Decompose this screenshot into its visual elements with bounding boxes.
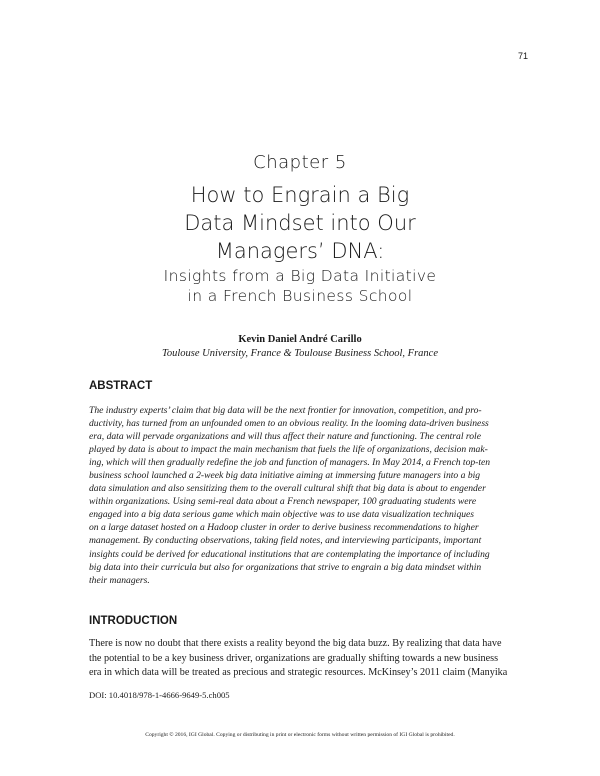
abstract-line: era, data will pervade organizations and will thus affect their nature and functioning. The central role [89,431,481,443]
subtitle-line: in a French Business School [187,287,413,305]
abstract-line: insights could be derived for educational institutions that are contemplating the importance of including [89,548,490,560]
abstract-line: data simulation and also sensitizing them to the overall cultural shift that big data is about to engender [89,483,486,495]
chapter-title [0,181,600,265]
introduction-heading: INTRODUCTION [89,615,178,627]
abstract-line: their managers. [89,574,150,586]
abstract-line: big data into their curricula but also for organizations that strive to engrain a big data mindset within [89,561,482,573]
subtitle-line: Insights from a Big Data Initiative [163,267,437,285]
abstract-body [89,404,529,587]
chapter-subtitle [0,266,600,306]
title-line: Managers’ DNA: [215,239,385,263]
title-line: Data Mindset into Our [184,211,416,235]
abstract-line: The industry experts’ claim that big data will be the next frontier for innovation, competition, and pro- [89,405,482,416]
introduction-body [89,637,529,681]
abstract-line: ductivity, has turned from an unfounded omen to an obvious reality. In the looming data-driven business [89,418,489,430]
abstract-line: management. By conducting observations, taking field notes, and interviewing participants, important [89,535,482,547]
title-line: How to Engrain a Big [190,183,410,207]
abstract-heading: ABSTRACT [89,380,153,392]
copyright-notice: Copyright © 2016, IGI Global. Copying or distributing in print or electronic forms without written permission of IGI Global is prohibited. [145,732,455,738]
doi-reference: DOI: 10.4018/978-1-4666-9649-5.ch005 [89,690,230,700]
abstract-line: played by data is about to impact the main mechanism that fuels the life of organizations, decision mak- [89,444,488,456]
author-name: Kevin Daniel André Carillo [238,334,362,345]
author-affiliation: Toulouse University, France & Toulouse Business School, France [162,348,438,359]
introduction-line: There is now no doubt that there exists a reality beyond the big data buzz. By realizing that data have [89,638,502,649]
abstract-line: within organizations. Using semi-real data about a French newspaper, 100 graduating students were [89,496,477,508]
abstract-line: on a large dataset hosted on a Hadoop cluster in order to derive business recommendations to higher [89,522,479,534]
chapter-label: Chapter 5 [253,152,347,173]
introduction-line: the potential to be a key business driver, organizations are gradually shifting towards a new business [89,652,499,664]
abstract-line: business school launched a 2-week big data initiative aiming at immersing future managers into a big [89,470,481,482]
page-number: 71 [517,51,528,61]
abstract-line: engaged into a big data serious game which main objective was to use data visualization techniques [89,509,475,521]
abstract-line: ing, which will then gradually redefine the job and function of managers. In May 2014, a French top-ten [89,457,491,469]
introduction-line: era in which data will be treated as precious and strategic resources. McKinsey’s 2011 claim (Manyika [89,667,508,678]
